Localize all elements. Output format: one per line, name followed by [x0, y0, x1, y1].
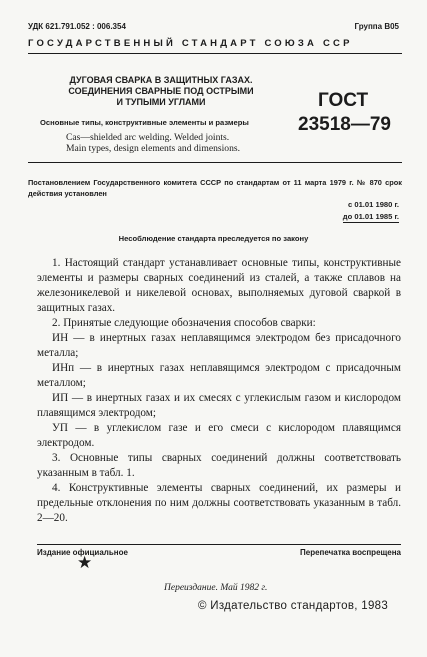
middle-divider [28, 162, 402, 163]
top-divider [28, 53, 402, 54]
english-title-line: Cas—shielded arc welding. Welded joints. [66, 132, 230, 143]
paragraph: 3. Основные типы сварных соединений должны соответствовать указанным в табл. 1. [37, 452, 401, 479]
udk-code: УДК 621.791.052 : 006.354 [28, 22, 126, 31]
paragraph: ИП — в инертных газах и их смесях с углекислым газом и кислородом плавящимся электродом; [37, 392, 401, 419]
paragraph: 4. Конструктивные элементы сварных соединений, их размеры и предельные отклонения по ним должны соответствовать указанным в табл. 2—20. [37, 482, 401, 524]
document-subtitle: Основные типы, конструктивные элементы и размеры [40, 118, 249, 127]
paragraph: ИНп — в инертных газах неплавящимся электродом с присадочным металлом; [37, 362, 401, 389]
reissue-note: Переиздание. Май 1982 г. [164, 583, 268, 593]
title-line: ДУГОВАЯ СВАРКА В ЗАЩИТНЫХ ГАЗАХ. [69, 75, 253, 85]
gost-number: 23518—79 [298, 114, 391, 135]
validity-date-from: с 01.01 1980 г. [348, 200, 399, 209]
paragraph: 1. Настоящий стандарт устанавливает основные типы, конструктивные элементы и размеры сварных соединений из сталей, а также сплавов на железоникелевой и никелевой основах, выполняемых дуговой сваркой в защитных газах. [37, 257, 401, 314]
english-title [66, 132, 276, 154]
paragraph: 2. Принятые следующие обозначения способов сварки: [52, 317, 316, 329]
body-text [37, 256, 401, 526]
paragraph: ИН — в инертных газах неплавящимся электродом без присадочного металла; [37, 332, 401, 359]
state-standard-heading: ГОСУДАРСТВЕННЫЙ СТАНДАРТ СОЮЗА ССР [28, 38, 353, 49]
legal-notice: Несоблюдение стандарта преследуется по закону [118, 234, 309, 243]
gost-label: ГОСТ [318, 90, 369, 111]
validity-date-to: до 01.01 1985 г. [342, 212, 399, 221]
publisher-copyright: © Издательство стандартов, 1983 [198, 600, 389, 612]
title-line: И ТУПЫМИ УГЛАМИ [116, 97, 206, 107]
title-line: СОЕДИНЕНИЯ СВАРНЫЕ ПОД ОСТРЫМИ [68, 86, 254, 96]
decree-text: Постановлением Государственного комитета СССР по стандартам от 11 марта 1979 г. № 870 срок действия установлен [28, 178, 402, 198]
english-title-line: Main types, design elements and dimensions. [66, 143, 240, 154]
footer-divider [37, 544, 401, 545]
star-icon: ★ [77, 553, 93, 572]
document-title [52, 75, 270, 108]
group-code: Группа В05 [354, 22, 399, 31]
paragraph: УП — в углекислом газе и его смеси с кислородом плавящимся электродом. [37, 422, 401, 449]
official-edition-label: Издание официальное [37, 548, 128, 557]
reprint-forbidden-label: Перепечатка воспрещена [300, 548, 401, 557]
